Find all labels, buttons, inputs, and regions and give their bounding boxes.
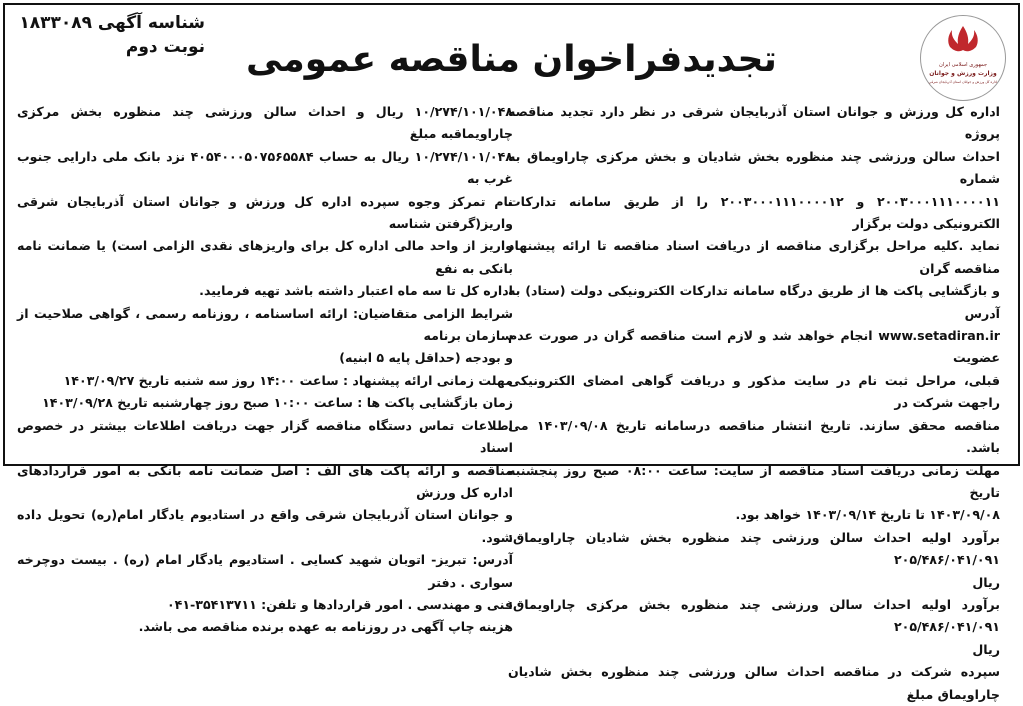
text-line: اداره کل تا سه ماه اعتبار داشته باشد تهیه فرمایید. [199,283,513,299]
text-line: ریال [972,641,1000,657]
tender-notice [3,3,1020,702]
text-line: سپرده شرکت در مناقصه احداث سالن ورزشی چند منظوره بخش شادیان چاراویماق مبلغ [508,664,1000,702]
text-line: احداث سالن ورزشی چند منظوره بخش شادیان و بخش مرکزی چاراویماق به شماره [508,148,1000,187]
notice-id-line: شناسه آگهی ۱۸۳۳۰۸۹ [19,13,205,33]
iran-emblem-icon [921,16,1005,100]
text-line: اطلاعات تماس دستگاه مناقصه گزار جهت دریافت اطلاعات بیشتر در خصوص اسناد [17,417,513,456]
text-line: ۱۴۰۳/۰۹/۰۸ تا تاریخ ۱۴۰۳/۰۹/۱۴ خواهد بود. [735,507,1000,523]
ministry-logo [920,15,1006,101]
logo-line-3: اداره کل ورزش و جوانان استان آذربایجان شرقی [928,80,998,84]
text-line: برآورد اولیه احداث سالن ورزشی چند منظوره بخش مرکزی چاراویماق: ۲۰۵/۴۸۶/۰۴۱/۰۹۱ [508,596,1000,635]
text-line: و بودجه (حداقل پایه ۵ ابنیه) [339,350,513,366]
logo-line-2: وزارت ورزش و جوانان [929,70,997,77]
logo-line-1: جمهوری اسلامی ایران [938,62,988,68]
text-line: مهلت زمانی ارائه پیشنهاد : ساعت ۱۴:۰۰ روز سه شنبه تاریخ ۱۴۰۳/۰۹/۲۷ [63,372,513,388]
text-line: آدرس: تبریز- اتوبان شهید کسایی . استادیوم یادگار امام (ره) . بیست دوچرخه سواری . دفتر [17,552,513,590]
text-line: شرایط الزامی متقاضیان: ارائه اساسنامه ، روزنامه رسمی ، گواهی صلاحیت از سازمان برنامه [17,305,513,344]
body-column-left [17,101,513,639]
text-line: اداره کل ورزش و جوانان استان آذربایجان شرقی در نظر دارد تجدید مناقصه پروژه [508,104,1000,142]
notice-round-line: نوبت دوم [125,37,205,57]
body-column-right [508,101,1000,706]
text-line: برآورد اولیه احداث سالن ورزشی چند منظوره بخش شادیان چاراویماق: ۲۰۵/۴۸۶/۰۴۱/۰۹۱ [508,529,1000,568]
text-line: مناقصه محقق سازند. تاریخ انتشار مناقصه درسامانه تاریخ ۱۴۰۳/۰۹/۰۸ می باشد. [508,417,1000,456]
text-line: زمان بازگشایی پاکت ها : ساعت ۱۰:۰۰ صبح روز چهارشنبه تاریخ ۱۴۰۳/۰۹/۲۸ [42,395,513,411]
text-line: ۱۰/۲۷۴/۱۰۱/۰۴۸ ریال و احداث سالن ورزشی چند منظوره بخش مرکزی چاراویماقبه مبلغ [17,104,513,142]
text-line: www.setadiran.ir انجام خواهد شد و لازم است مناقصه گران در صورت عدم عضویت [508,328,1000,366]
text-line: مناقصه و ارائه پاکت های الف : اصل ضمانت نامه بانکی به امور قراردادهای اداره کل ورزش [17,462,513,500]
text-line: ریال [972,574,1000,590]
text-line: قبلی، مراحل ثبت نام در سایت مذکور و دریافت گواهی امضای الکترونیکی راجهت شرکت در [508,372,1000,411]
text-line: ۱۰/۲۷۴/۱۰۱/۰۴۸ ریال به حساب ۴۰۵۴۰۰۰۵۰۷۵۶۵۵۸۴ نزد بانک ملی دارایی جنوب غرب به [17,148,513,187]
text-line: فنی و مهندسی . امور قراردادها و تلفن: ۳۵۴۱۳۷۱۱-۰۴۱ [166,596,513,612]
text-line: هزینه چاپ آگهی در روزنامه به عهده برنده مناقصه می باشد. [138,619,513,635]
text-line: مهلت زمانی دریافت اسناد مناقصه از سایت: ساعت ۰۸:۰۰ صبح روز پنجشنبه تاریخ [508,462,1000,500]
text-line: و جوانان استان آذربایجان شرقی واقع در استادیوم یادگار امام(ره) تحویل داده شود. [17,507,513,545]
text-line: نام تمرکز وجوه سپرده اداره کل ورزش و جوانان استان آذربایجان شرقی واریز(گرفتن شناسه [17,193,513,232]
text-line: واریز از واحد مالی اداره کل برای واریزهای نقدی الزامی است) یا ضمانت نامه بانکی به نفع [17,238,513,276]
text-line: نماید .کلیه مراحل برگزاری مناقصه از دریافت اسناد مناقصه تا ارائه پیشنهاد مناقصه گران [508,238,1000,276]
page-title: تجدیدفراخوان مناقصه عمومی [246,39,777,80]
text-line: و بازگشایی پاکت ها از طریق درگاه سامانه تدارکات الکترونیکی دولت (ستاد) به آدرس [508,283,1000,321]
text-line: ۲۰۰۳۰۰۰۱۱۱۰۰۰۰۱۱ و ۲۰۰۳۰۰۰۱۱۱۰۰۰۰۱۲ را از طریق سامانه تدارکات الکترونیکی دولت برگزار [508,193,1000,232]
